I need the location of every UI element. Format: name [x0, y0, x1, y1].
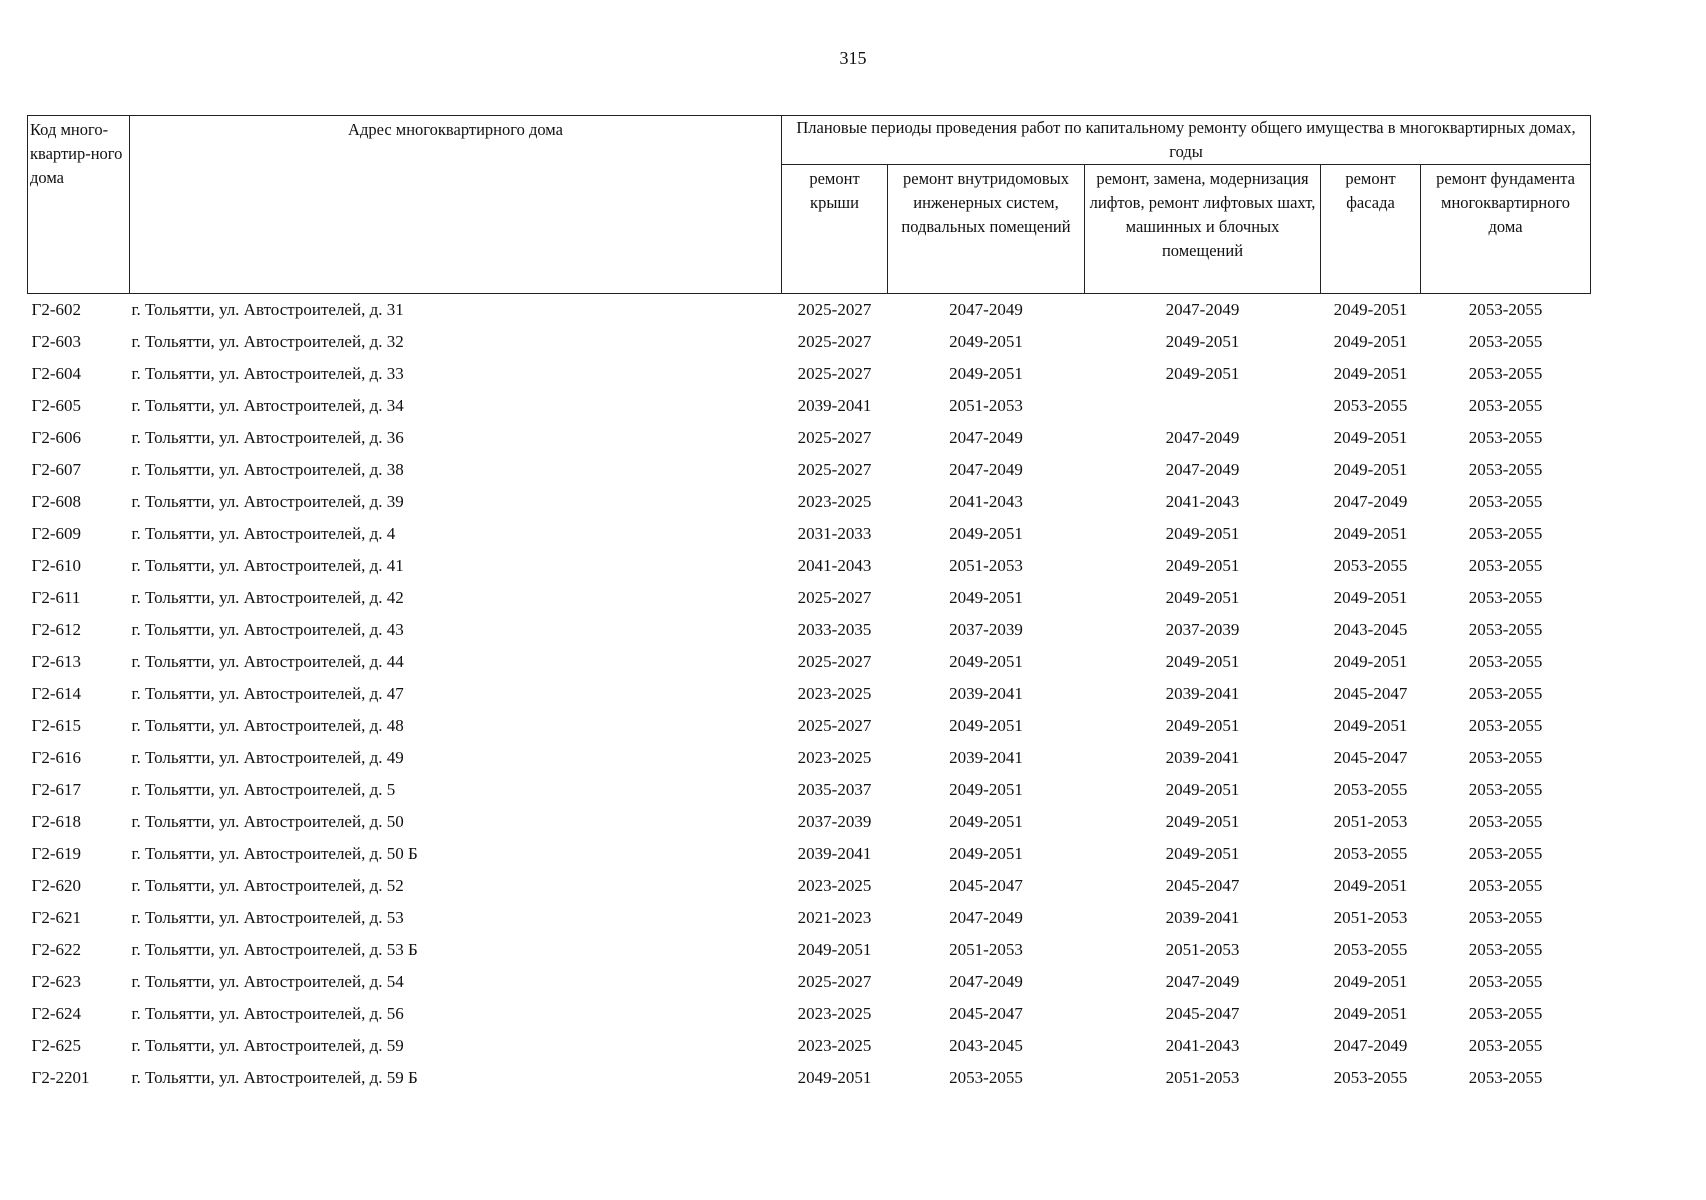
row-roof: 2033-2035 [797, 620, 872, 639]
row-roof: 2037-2039 [797, 812, 872, 831]
table-row [28, 838, 1591, 870]
row-address: г. Тольятти, ул. Автостроителей, д. 54 [131, 972, 404, 991]
row-engineering: 2039-2041 [949, 684, 1023, 703]
row-facade: 2049-2051 [1333, 876, 1408, 895]
row-roof: 2023-2025 [797, 1036, 872, 1055]
row-lifts: 2039-2041 [1165, 684, 1240, 703]
row-foundation: 2053-2055 [1468, 460, 1543, 479]
row-address: г. Тольятти, ул. Автостроителей, д. 39 [131, 492, 404, 511]
header-periods-group: Плановые периоды проведения работ по капитальному ремонту общего имущества в многоквартирных домах, годы [782, 116, 1591, 165]
row-address: г. Тольятти, ул. Автостроителей, д. 52 [131, 876, 404, 895]
table-row [28, 326, 1591, 358]
table-row [28, 870, 1591, 902]
row-facade: 2049-2051 [1333, 332, 1408, 351]
row-roof: 2031-2033 [797, 524, 872, 543]
row-engineering: 2041-2043 [949, 492, 1023, 511]
table-row [28, 806, 1591, 838]
table-row [28, 902, 1591, 934]
table-row [28, 774, 1591, 806]
row-code: Г2-612 [31, 620, 81, 639]
row-lifts: 2049-2051 [1165, 588, 1240, 607]
row-lifts [1085, 390, 1321, 422]
row-lifts: 2045-2047 [1165, 1004, 1240, 1023]
row-roof: 2025-2027 [797, 332, 872, 351]
row-code: Г2-602 [31, 300, 81, 319]
row-address: г. Тольятти, ул. Автостроителей, д. 59 [131, 1036, 404, 1055]
row-code: Г2-622 [31, 940, 81, 959]
row-engineering: 2037-2039 [949, 620, 1023, 639]
row-lifts: 2049-2051 [1165, 812, 1240, 831]
capital-repair-schedule-table [27, 115, 1591, 1094]
row-code: Г2-621 [31, 908, 81, 927]
row-foundation: 2053-2055 [1468, 1004, 1543, 1023]
row-address: г. Тольятти, ул. Автостроителей, д. 41 [131, 556, 404, 575]
row-engineering: 2047-2049 [949, 428, 1023, 447]
row-roof: 2025-2027 [797, 460, 872, 479]
row-foundation: 2053-2055 [1468, 748, 1543, 767]
row-lifts: 2049-2051 [1165, 780, 1240, 799]
row-address: г. Тольятти, ул. Автостроителей, д. 44 [131, 652, 404, 671]
row-address: г. Тольятти, ул. Автостроителей, д. 34 [131, 396, 404, 415]
row-code: Г2-618 [31, 812, 81, 831]
row-roof: 2049-2051 [797, 1068, 872, 1087]
row-lifts: 2049-2051 [1165, 652, 1240, 671]
row-lifts: 2049-2051 [1165, 716, 1240, 735]
row-facade: 2053-2055 [1333, 556, 1408, 575]
row-facade: 2049-2051 [1333, 588, 1408, 607]
table-row [28, 678, 1591, 710]
row-code: Г2-603 [31, 332, 81, 351]
row-facade: 2053-2055 [1333, 844, 1408, 863]
table-row [28, 742, 1591, 774]
row-lifts: 2051-2053 [1165, 1068, 1240, 1087]
row-roof: 2041-2043 [797, 556, 872, 575]
row-address: г. Тольятти, ул. Автостроителей, д. 5 [131, 780, 396, 799]
row-facade: 2049-2051 [1333, 652, 1408, 671]
row-engineering: 2051-2053 [949, 556, 1023, 575]
row-lifts: 2047-2049 [1165, 428, 1240, 447]
row-engineering: 2051-2053 [949, 396, 1023, 415]
row-engineering: 2049-2051 [949, 588, 1023, 607]
table-row [28, 294, 1591, 327]
table-row [28, 614, 1591, 646]
row-foundation: 2053-2055 [1468, 1068, 1543, 1087]
row-lifts: 2037-2039 [1165, 620, 1240, 639]
row-roof: 2025-2027 [797, 588, 872, 607]
row-engineering: 2049-2051 [949, 780, 1023, 799]
table-row [28, 550, 1591, 582]
row-engineering: 2049-2051 [949, 652, 1023, 671]
row-facade: 2043-2045 [1333, 620, 1408, 639]
row-facade: 2045-2047 [1333, 684, 1408, 703]
row-engineering: 2045-2047 [949, 876, 1023, 895]
row-foundation: 2053-2055 [1468, 428, 1543, 447]
table-row [28, 582, 1591, 614]
row-lifts: 2049-2051 [1165, 364, 1240, 383]
header-foundation: ремонт фундамента многоквартирного дома [1421, 165, 1591, 294]
row-facade: 2049-2051 [1333, 428, 1408, 447]
row-code: Г2-609 [31, 524, 81, 543]
row-foundation: 2053-2055 [1468, 588, 1543, 607]
row-foundation: 2053-2055 [1468, 684, 1543, 703]
row-facade: 2053-2055 [1333, 1068, 1408, 1087]
table-row [28, 454, 1591, 486]
table-row [28, 1030, 1591, 1062]
row-address: г. Тольятти, ул. Автостроителей, д. 32 [131, 332, 404, 351]
row-foundation: 2053-2055 [1468, 908, 1543, 927]
row-code: Г2-610 [31, 556, 81, 575]
table-row [28, 998, 1591, 1030]
row-foundation: 2053-2055 [1468, 844, 1543, 863]
row-roof: 2025-2027 [797, 428, 872, 447]
row-engineering: 2045-2047 [949, 1004, 1023, 1023]
row-code: Г2-619 [31, 844, 81, 863]
row-lifts: 2041-2043 [1165, 1036, 1240, 1055]
row-foundation: 2053-2055 [1468, 940, 1543, 959]
row-facade: 2053-2055 [1333, 780, 1408, 799]
table-row [28, 390, 1591, 422]
row-foundation: 2053-2055 [1468, 556, 1543, 575]
row-facade: 2049-2051 [1333, 364, 1408, 383]
row-lifts: 2049-2051 [1165, 844, 1240, 863]
row-lifts: 2039-2041 [1165, 908, 1240, 927]
header-roof: ремонт крыши [782, 165, 888, 294]
row-code: Г2-617 [31, 780, 81, 799]
row-roof: 2035-2037 [797, 780, 872, 799]
row-foundation: 2053-2055 [1468, 364, 1543, 383]
row-foundation: 2053-2055 [1468, 1036, 1543, 1055]
row-roof: 2039-2041 [797, 396, 872, 415]
row-address: г. Тольятти, ул. Автостроителей, д. 4 [131, 524, 396, 543]
row-engineering: 2047-2049 [949, 972, 1023, 991]
row-lifts: 2047-2049 [1165, 460, 1240, 479]
row-facade: 2051-2053 [1333, 812, 1408, 831]
row-code: Г2-611 [31, 588, 81, 607]
row-lifts: 2049-2051 [1165, 332, 1240, 351]
row-code: Г2-614 [31, 684, 81, 703]
row-code: Г2-620 [31, 876, 81, 895]
row-engineering: 2049-2051 [949, 332, 1023, 351]
row-address: г. Тольятти, ул. Автостроителей, д. 48 [131, 716, 404, 735]
row-lifts: 2049-2051 [1165, 556, 1240, 575]
header-engineering: ремонт внутридомовых инженерных систем, подвальных помещений [888, 165, 1085, 294]
table-row [28, 646, 1591, 678]
header-address: Адрес многоквартирного дома [130, 116, 782, 294]
table-row [28, 966, 1591, 998]
table-body [28, 294, 1591, 1095]
table-row [28, 358, 1591, 390]
row-foundation: 2053-2055 [1468, 300, 1543, 319]
row-code: Г2-604 [31, 364, 81, 383]
header-lifts: ремонт, замена, модернизация лифтов, ремонт лифтовых шахт, машинных и блочных помещений [1085, 165, 1321, 294]
row-address: г. Тольятти, ул. Автостроителей, д. 59 Б [131, 1068, 418, 1087]
row-address: г. Тольятти, ул. Автостроителей, д. 33 [131, 364, 404, 383]
row-foundation: 2053-2055 [1468, 332, 1543, 351]
row-address: г. Тольятти, ул. Автостроителей, д. 53 Б [131, 940, 418, 959]
row-foundation: 2053-2055 [1468, 524, 1543, 543]
row-address: г. Тольятти, ул. Автостроителей, д. 50 Б [131, 844, 418, 863]
table-row [28, 710, 1591, 742]
row-address: г. Тольятти, ул. Автостроителей, д. 53 [131, 908, 404, 927]
row-facade: 2047-2049 [1333, 1036, 1408, 1055]
row-facade: 2053-2055 [1333, 396, 1408, 415]
row-roof: 2025-2027 [797, 652, 872, 671]
row-code: Г2-606 [31, 428, 81, 447]
table-row [28, 934, 1591, 966]
row-foundation: 2053-2055 [1468, 716, 1543, 735]
row-address: г. Тольятти, ул. Автостроителей, д. 43 [131, 620, 404, 639]
row-engineering: 2049-2051 [949, 812, 1023, 831]
row-facade: 2049-2051 [1333, 1004, 1408, 1023]
table-row [28, 486, 1591, 518]
row-address: г. Тольятти, ул. Автостроителей, д. 56 [131, 1004, 404, 1023]
row-address: г. Тольятти, ул. Автостроителей, д. 49 [131, 748, 404, 767]
row-engineering: 2039-2041 [949, 748, 1023, 767]
row-roof: 2021-2023 [797, 908, 872, 927]
row-engineering: 2043-2045 [949, 1036, 1023, 1055]
row-facade: 2049-2051 [1333, 524, 1408, 543]
row-lifts: 2051-2053 [1165, 940, 1240, 959]
row-address: г. Тольятти, ул. Автостроителей, д. 47 [131, 684, 404, 703]
row-facade: 2049-2051 [1333, 300, 1408, 319]
row-code: Г2-608 [31, 492, 81, 511]
row-foundation: 2053-2055 [1468, 652, 1543, 671]
row-facade: 2049-2051 [1333, 460, 1408, 479]
row-address: г. Тольятти, ул. Автостроителей, д. 31 [131, 300, 404, 319]
row-engineering: 2047-2049 [949, 908, 1023, 927]
table-row [28, 1062, 1591, 1094]
row-facade: 2051-2053 [1333, 908, 1408, 927]
row-facade: 2045-2047 [1333, 748, 1408, 767]
row-engineering: 2047-2049 [949, 460, 1023, 479]
table-row [28, 518, 1591, 550]
row-lifts: 2047-2049 [1165, 300, 1240, 319]
row-roof: 2025-2027 [797, 972, 872, 991]
row-code: Г2-605 [31, 396, 81, 415]
page-number: 315 [839, 48, 867, 68]
row-address: г. Тольятти, ул. Автостроителей, д. 42 [131, 588, 404, 607]
row-facade: 2049-2051 [1333, 716, 1408, 735]
row-lifts: 2041-2043 [1165, 492, 1240, 511]
row-roof: 2039-2041 [797, 844, 872, 863]
header-code: Код много-квартир-ного дома [28, 116, 130, 294]
row-lifts: 2039-2041 [1165, 748, 1240, 767]
row-foundation: 2053-2055 [1468, 972, 1543, 991]
row-address: г. Тольятти, ул. Автостроителей, д. 36 [131, 428, 404, 447]
row-foundation: 2053-2055 [1468, 492, 1543, 511]
row-roof: 2025-2027 [797, 300, 872, 319]
row-foundation: 2053-2055 [1468, 780, 1543, 799]
row-foundation: 2053-2055 [1468, 812, 1543, 831]
row-engineering: 2049-2051 [949, 716, 1023, 735]
row-code: Г2-624 [31, 1004, 81, 1023]
row-code: Г2-616 [31, 748, 81, 767]
row-lifts: 2047-2049 [1165, 972, 1240, 991]
row-engineering: 2049-2051 [949, 524, 1023, 543]
row-code: Г2-625 [31, 1036, 81, 1055]
row-roof: 2025-2027 [797, 716, 872, 735]
row-facade: 2053-2055 [1333, 940, 1408, 959]
row-code: Г2-607 [31, 460, 81, 479]
row-roof: 2023-2025 [797, 748, 872, 767]
row-code: Г2-613 [31, 652, 81, 671]
row-lifts: 2049-2051 [1165, 524, 1240, 543]
row-foundation: 2053-2055 [1468, 876, 1543, 895]
row-lifts: 2045-2047 [1165, 876, 1240, 895]
row-engineering: 2049-2051 [949, 844, 1023, 863]
row-roof: 2023-2025 [797, 876, 872, 895]
row-foundation: 2053-2055 [1468, 620, 1543, 639]
row-address: г. Тольятти, ул. Автостроителей, д. 38 [131, 460, 404, 479]
row-roof: 2025-2027 [797, 364, 872, 383]
row-roof: 2023-2025 [797, 1004, 872, 1023]
row-roof: 2023-2025 [797, 492, 872, 511]
row-facade: 2047-2049 [1333, 492, 1408, 511]
row-facade: 2049-2051 [1333, 972, 1408, 991]
row-engineering: 2053-2055 [949, 1068, 1023, 1087]
table-header [28, 116, 1591, 294]
row-foundation: 2053-2055 [1468, 396, 1543, 415]
row-roof: 2023-2025 [797, 684, 872, 703]
header-facade: ремонт фасада [1321, 165, 1421, 294]
row-engineering: 2047-2049 [949, 300, 1023, 319]
row-engineering: 2051-2053 [949, 940, 1023, 959]
row-engineering: 2049-2051 [949, 364, 1023, 383]
row-roof: 2049-2051 [797, 940, 872, 959]
row-code: Г2-615 [31, 716, 81, 735]
row-code: Г2-2201 [31, 1068, 90, 1087]
table-row [28, 422, 1591, 454]
row-code: Г2-623 [31, 972, 81, 991]
row-address: г. Тольятти, ул. Автостроителей, д. 50 [131, 812, 404, 831]
